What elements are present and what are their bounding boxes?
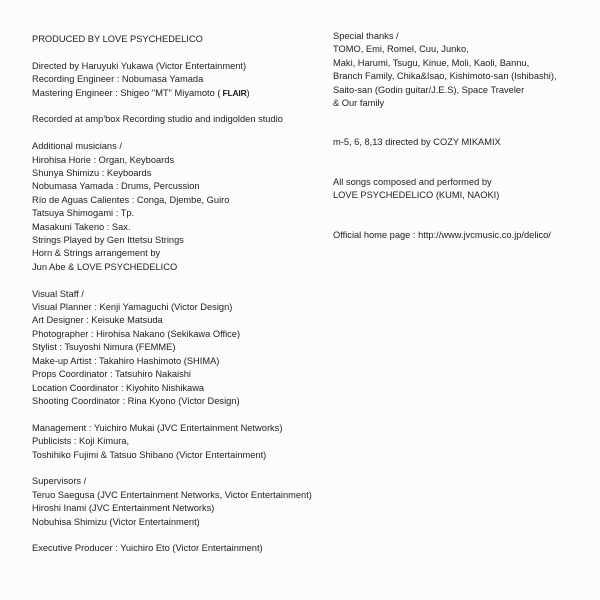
thanks-line: TOMO, Emi, Romel, Cuu, Junko,: [333, 44, 469, 55]
supervisor-line: Nobuhisa Shimizu (Victor Entertainment): [32, 516, 200, 527]
mastering-close: ): [246, 87, 250, 98]
visual-line: Stylist : Tsuyoshi Nimura (FEMME): [32, 342, 176, 353]
recording-engineer-credit: Recording Engineer : Nobumasa Yamada: [32, 74, 204, 85]
recorded-at: Recorded at amp'box Recording studio and indigolden studio: [32, 114, 283, 125]
musician-line: Jun Abe & LOVE PSYCHEDELICO: [32, 261, 178, 272]
supervisor-line: Teruo Saegusa (JVC Entertainment Networks, Victor Entertainment): [32, 489, 312, 500]
homepage-line: Official home page : http://www.jvcmusic.co.jp/delico/: [333, 229, 551, 240]
flair-logo: FLAIR: [222, 87, 247, 98]
thanks-line: Maki, Harumi, Tsugu, Kinue, Moli, Kaoli, Bannu,: [333, 57, 530, 68]
visual-line: Shooting Coordinator : Rina Kyono (Victor Design): [32, 395, 240, 406]
musician-line: Nobumasa Yamada : Drums, Percussion: [32, 181, 200, 192]
supervisor-line: Hiroshi Inami (JVC Entertainment Networks): [32, 503, 215, 514]
visual-heading: Visual Staff /: [32, 288, 84, 299]
mastering-engineer-credit: [32, 87, 312, 100]
mastering-engineer-text: Mastering Engineer : Shigeo "MT" Miyamoto (: [32, 87, 221, 98]
thanks-line: Saito-san (Godin guitar/J.E.S), Space Traveler: [333, 84, 525, 95]
produced-by: PRODUCED BY LOVE PSYCHEDELICO: [32, 34, 203, 44]
musician-line: Shunya Shimizu : Keyboards: [32, 168, 152, 179]
musician-line: Río de Aguas Calientes : Conga, Djembe, Guiro: [32, 194, 230, 205]
mix-credit: m-5, 6, 8,13 directed by COZY MIKAMIX: [333, 137, 501, 148]
visual-line: Props Coordinator : Tatsuhiro Nakaishi: [32, 369, 191, 380]
musician-line: Strings Played by Gen Ittetsu Strings: [32, 235, 184, 246]
thanks-line: Branch Family, Chika&Isao, Kishimoto-san (Ishibashi),: [333, 71, 557, 82]
credits-right-column: [333, 30, 598, 242]
visual-line: Location Coordinator : Kiyohito Nishikawa: [32, 382, 205, 393]
musician-line: Tatsuya Shimogami : Tp.: [32, 208, 135, 219]
musician-line: Masakuni Takeno : Sax.: [32, 221, 131, 232]
visual-line: Make-up Artist : Takahiro Hashimoto (SHIMA): [32, 355, 220, 366]
visual-line: Photographer : Hirohisa Nakano (Sekikawa Office): [32, 328, 241, 339]
musician-line: Hirohisa Horie : Organ, Keyboards: [32, 154, 175, 165]
executive-producer: Executive Producer : Yuichiro Eto (Victor Entertainment): [32, 543, 263, 554]
musician-line: Horn & Strings arrangement by: [32, 248, 161, 259]
supervisors-heading: Supervisors /: [32, 476, 87, 487]
composed-line: LOVE PSYCHEDELICO (KUMI, NAOKI): [333, 190, 500, 201]
thanks-heading: Special thanks /: [333, 31, 399, 41]
visual-line: Art Designer : Keisuke Matsuda: [32, 315, 163, 326]
visual-line: Visual Planner : Kenji Yamaguchi (Victor Design): [32, 302, 233, 313]
management-line: Toshihiko Fujimi & Tatsuo Shibano (Victor Entertainment): [32, 449, 267, 460]
management-line: Management : Yuichiro Mukai (JVC Entertainment Networks): [32, 422, 283, 433]
credits-left-column: [32, 33, 312, 556]
composed-line: All songs composed and performed by: [333, 176, 492, 187]
thanks-line: & Our family: [333, 98, 385, 109]
musicians-heading: Additional musicians /: [32, 141, 122, 152]
management-line: Publicists : Koji Kimura,: [32, 436, 130, 447]
director-credit: Directed by Haruyuki Yukawa (Victor Entertainment): [32, 60, 247, 71]
